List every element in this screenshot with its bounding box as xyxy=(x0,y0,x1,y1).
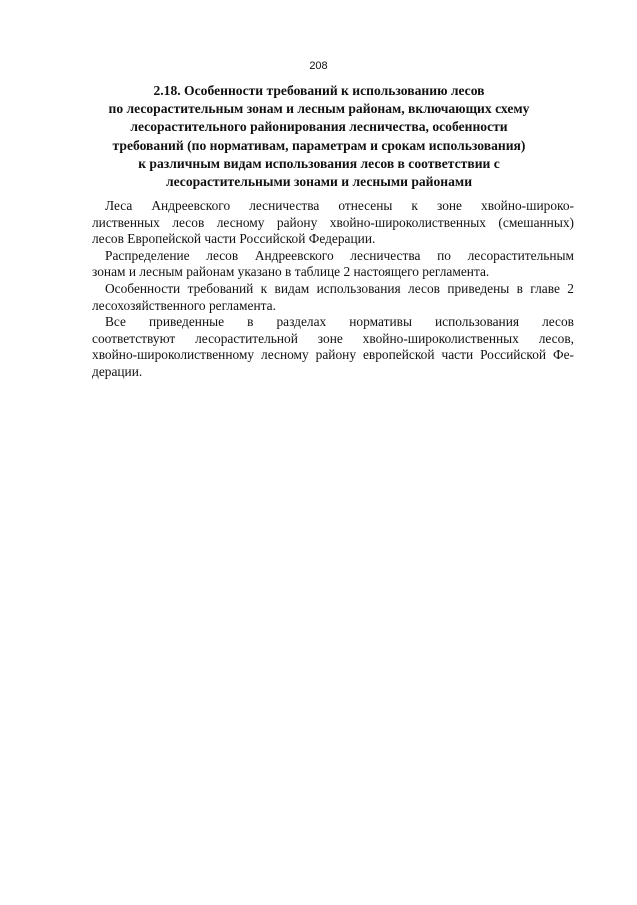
paragraph-line: лиственных лесов лесному району хвойно-широколиственных (смешанных) xyxy=(92,214,574,230)
heading-line: требований (по нормативам, параметрам и срокам использования) xyxy=(112,137,526,153)
paragraph-4 xyxy=(92,314,574,380)
paragraph-1 xyxy=(92,198,574,248)
paragraph-line: Распределение лесов Андреевского лесничества по лесорастительным xyxy=(105,247,574,263)
paragraph-3 xyxy=(92,281,574,314)
section-heading xyxy=(86,82,552,191)
paragraph-2 xyxy=(92,248,574,281)
heading-line: лесорастительного районирования лесничества, особенности xyxy=(130,119,508,135)
paragraph-line: дерации. xyxy=(92,363,143,379)
page-number: 208 xyxy=(309,60,328,72)
heading-line: к различным видам использования лесов в соответствии с xyxy=(138,155,500,171)
heading-line: по лесорастительным зонам и лесным районам, включающих схему xyxy=(108,101,530,117)
heading-line: лесорастительными зонами и лесными районами xyxy=(165,174,473,190)
paragraph-line: Все приведенные в разделах нормативы использования лесов xyxy=(105,314,574,330)
paragraph-line: Леса Андреевского лесничества отнесены к зоне хвойно-широко- xyxy=(105,198,574,213)
paragraph-line: хвойно-широколиственному лесному району европейской части Российской Фе- xyxy=(92,347,574,363)
paragraph-line: лесов Европейской части Российской Федерации. xyxy=(92,231,376,247)
paragraph-line: Особенности требований к видам использования лесов приведены в главе 2 xyxy=(105,280,574,296)
paragraph-line: соответствуют лесорастительной зоне хвойно-широколиственных лесов, xyxy=(92,330,574,346)
paragraph-line: зонам и лесным районам указано в таблице 2 настоящего регламента. xyxy=(92,264,490,280)
body-text xyxy=(92,198,574,381)
paragraph-line: лесохозяйственного регламента. xyxy=(92,297,276,313)
heading-line: 2.18. Особенности требований к использованию лесов xyxy=(153,83,485,98)
